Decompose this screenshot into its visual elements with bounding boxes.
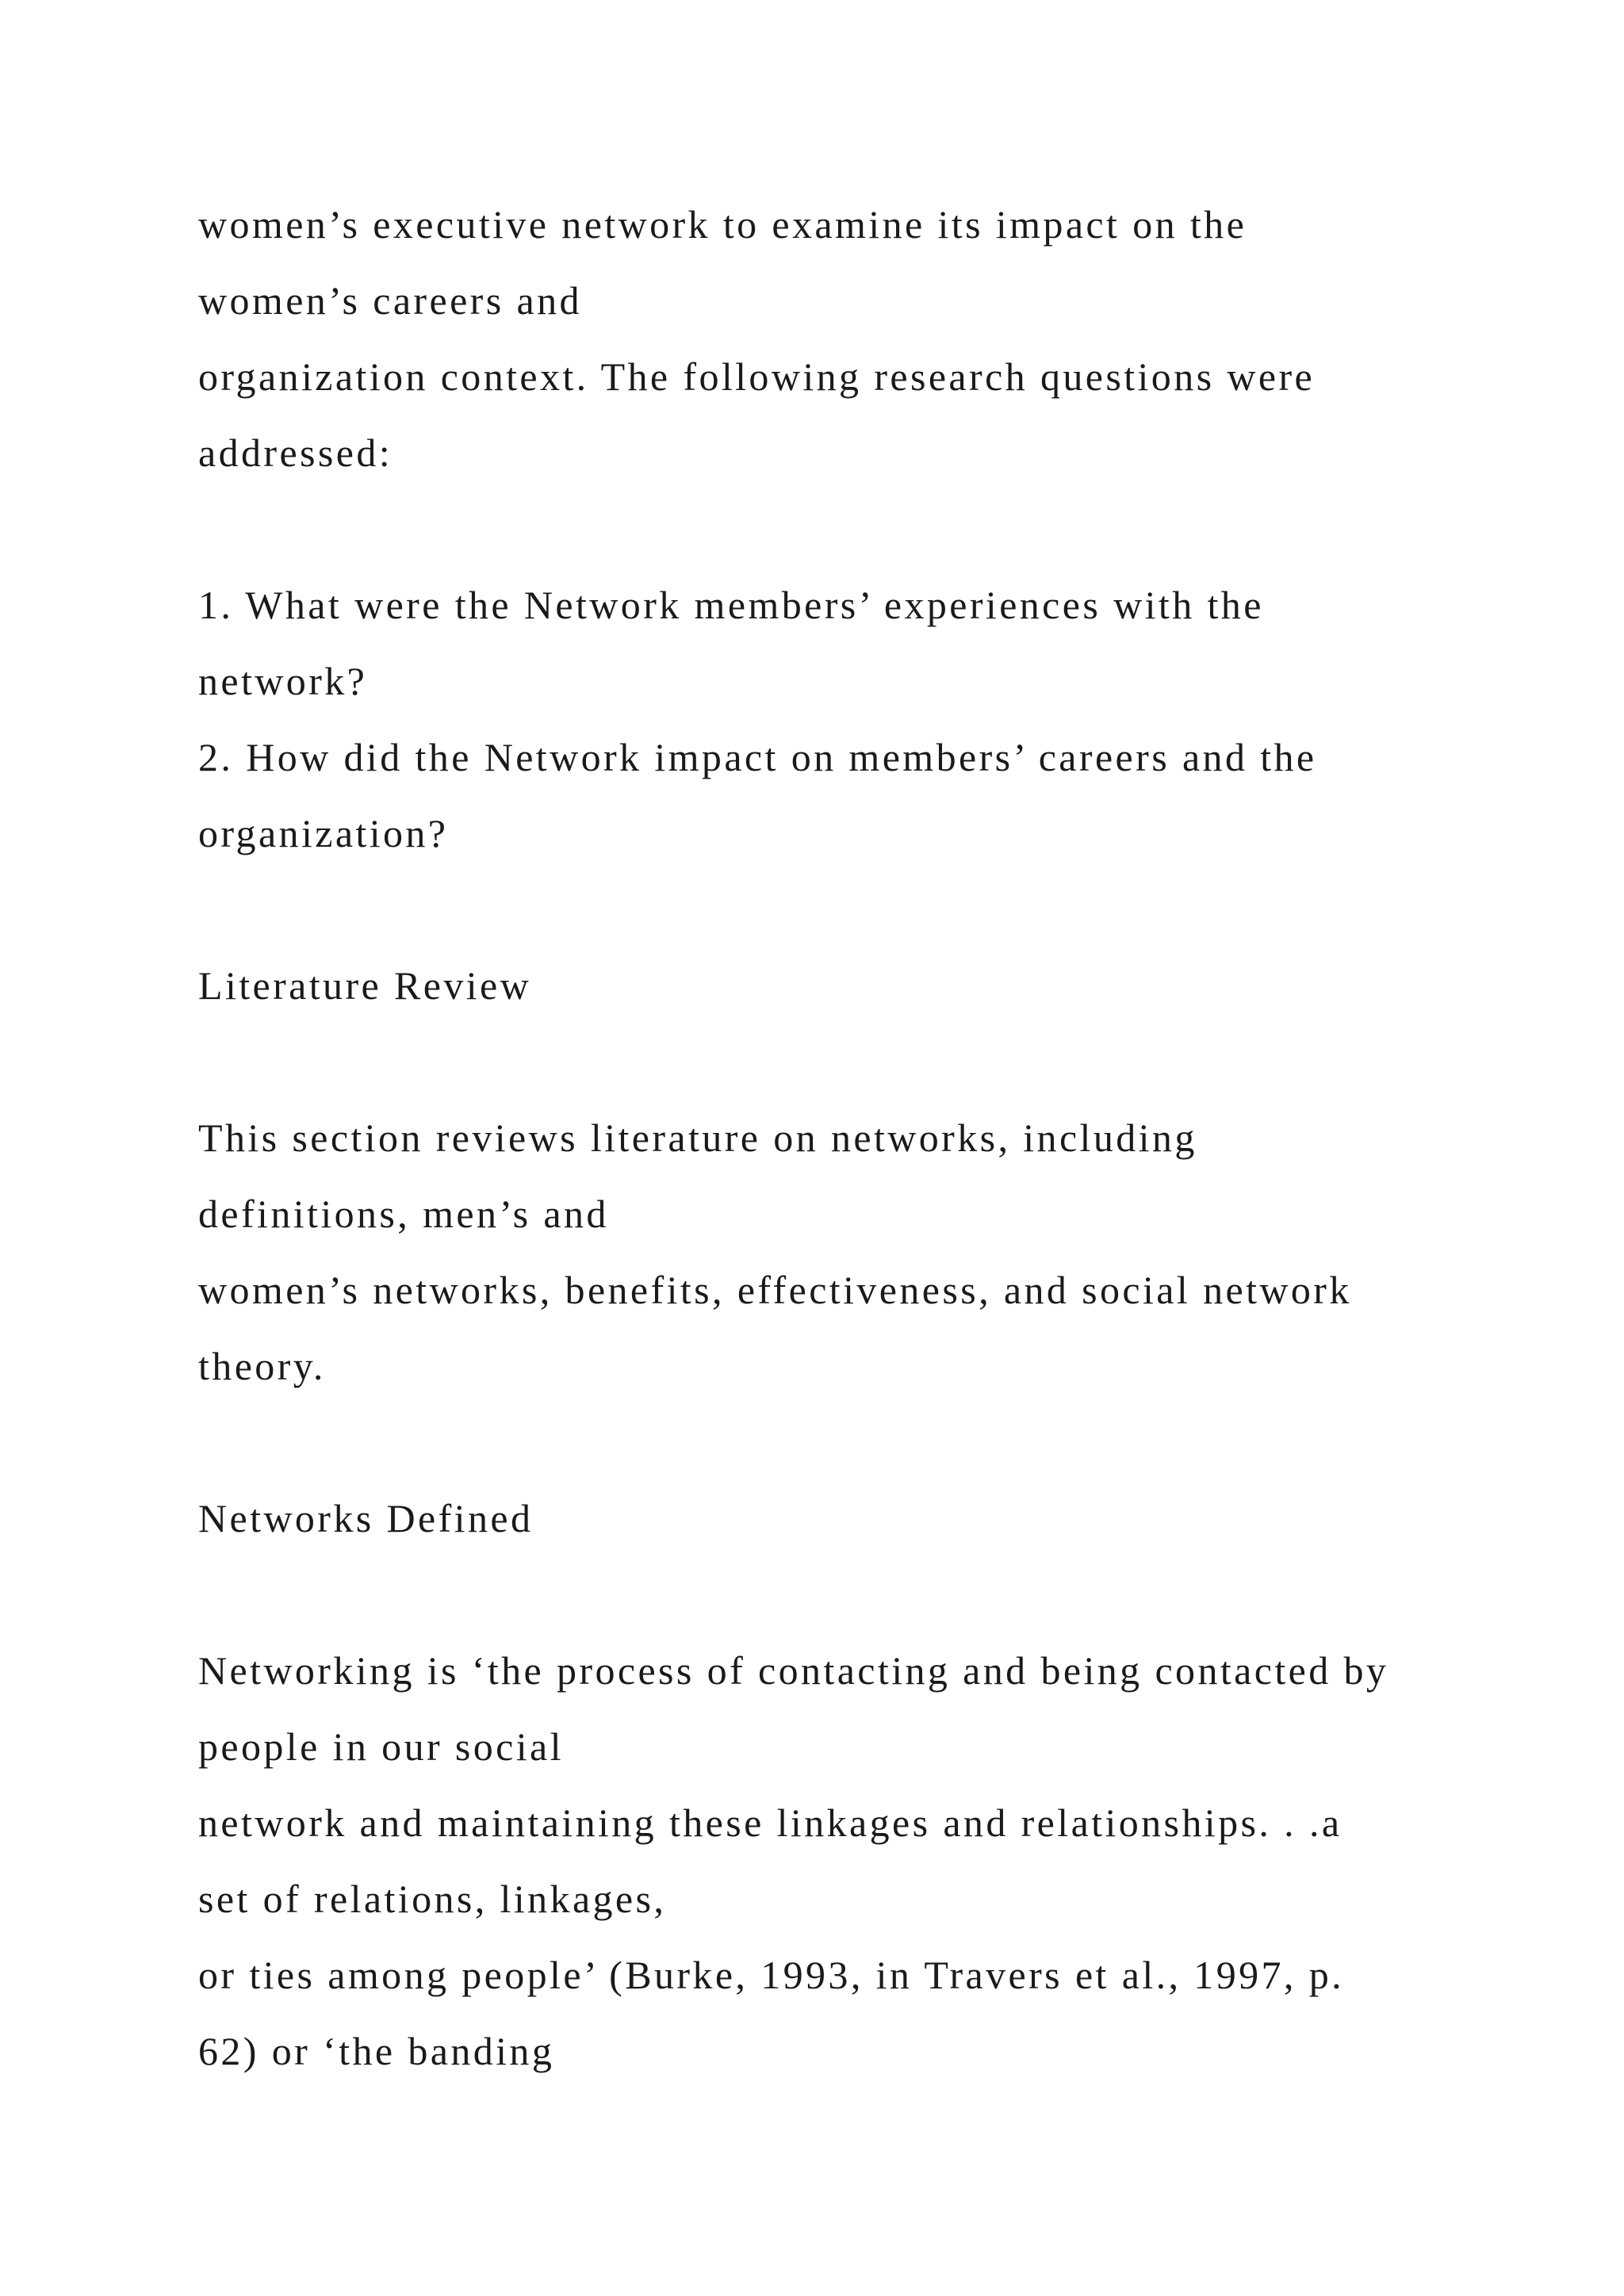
question-line: network? — [198, 659, 368, 703]
blank-line — [198, 1404, 1546, 1480]
text-line: 62) or ‘the banding — [198, 2029, 555, 2073]
text-line: people in our social — [198, 1724, 564, 1769]
text-line: women’s executive network to examine its impact on the — [198, 202, 1247, 247]
text-line: organization context. The following research questions were — [198, 354, 1316, 399]
question-line: organization? — [198, 811, 449, 855]
text-line: set of relations, linkages, — [198, 1877, 667, 1921]
research-questions — [198, 567, 1546, 871]
text-line: women’s networks, benefits, effectiveness, and social network — [198, 1268, 1352, 1312]
text-line: addressed: — [198, 430, 393, 475]
intro-paragraph — [198, 186, 1546, 491]
section-heading-literature-review: Literature Review — [198, 963, 532, 1008]
document-body — [198, 186, 1546, 2089]
text-line: Networking is ‘the process of contacting and being contacted by — [198, 1648, 1389, 1693]
text-line: theory. — [198, 1344, 326, 1388]
text-line: definitions, men’s and — [198, 1192, 609, 1236]
text-line: network and maintaining these linkages and relationships. . .a — [198, 1800, 1342, 1845]
networking-paragraph — [198, 1632, 1546, 2089]
review-paragraph — [198, 1100, 1546, 1404]
blank-line — [198, 1556, 1546, 1632]
question-line: 1. What were the Network members’ experiences with the — [198, 583, 1264, 627]
section-heading-networks-defined: Networks Defined — [198, 1496, 534, 1540]
blank-line — [198, 871, 1546, 947]
blank-line — [198, 491, 1546, 567]
text-line: or ties among people’ (Burke, 1993, in Travers et al., 1997, p. — [198, 1953, 1345, 1997]
question-line: 2. How did the Network impact on members’ careers and the — [198, 735, 1317, 779]
text-line: women’s careers and — [198, 278, 582, 323]
text-line: This section reviews literature on networks, including — [198, 1115, 1197, 1160]
blank-line — [198, 1024, 1546, 1100]
